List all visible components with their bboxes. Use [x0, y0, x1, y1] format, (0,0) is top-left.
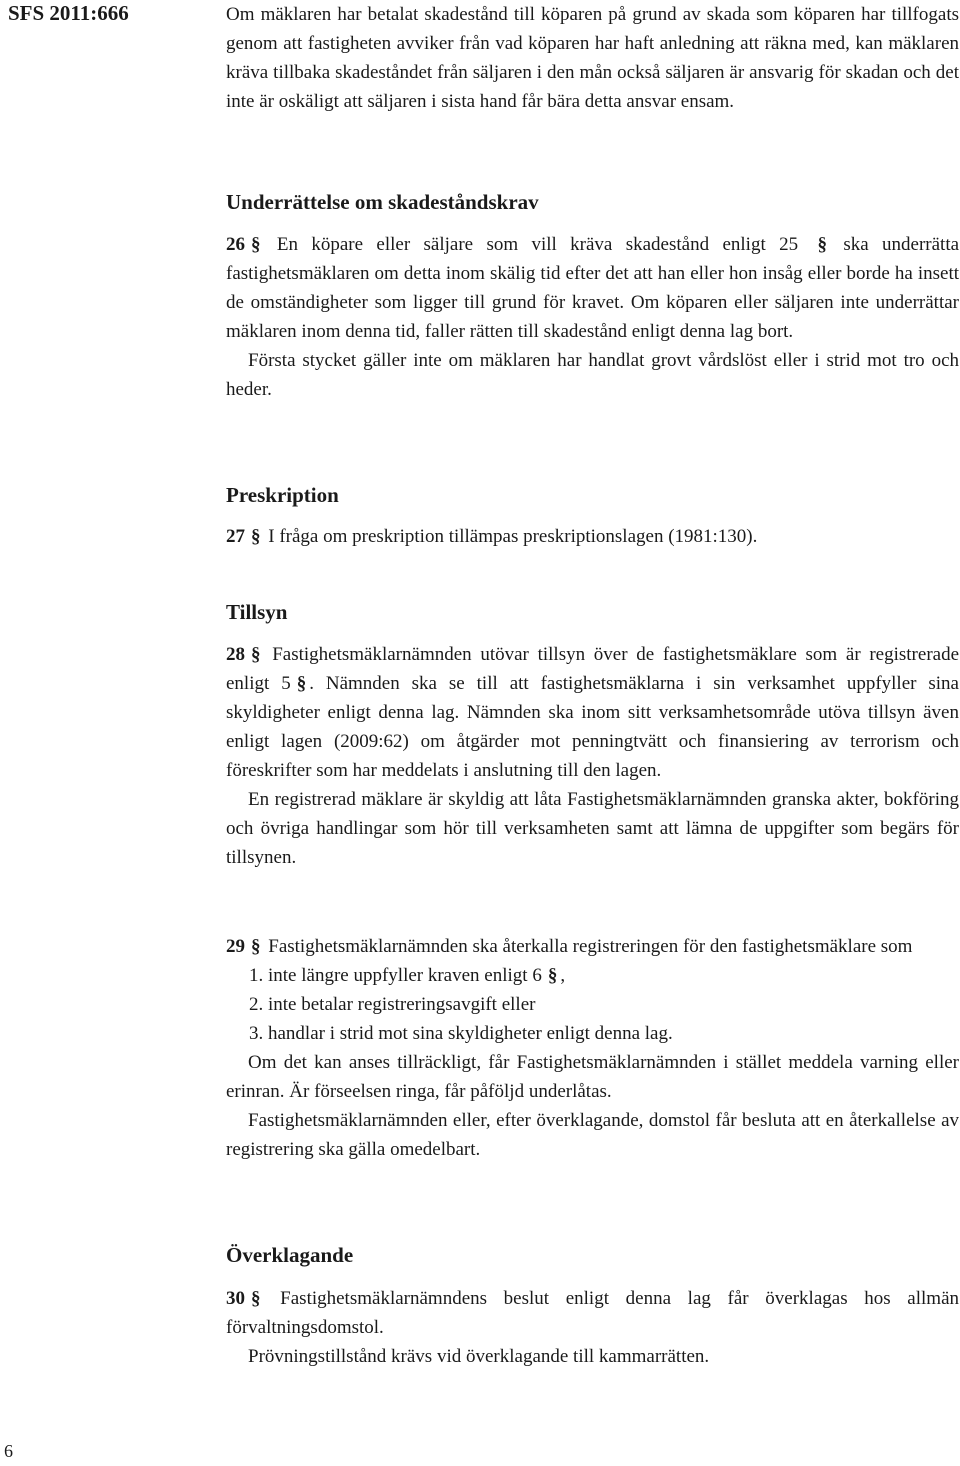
- section-27-paragraph-1: [226, 522, 959, 551]
- intro-paragraph: Om mäklaren har betalat skadestånd till köparen på grund av skada som köparen har tillfogats genom att fastigheten avviker från vad köparen har haft anledning att räkna med, kan mäklaren kräva tillbaka skadeståndet från säljaren i den mån också säljaren är ansvarig för skadan och det inte är oskäligt att säljaren i sista hand får bära detta ansvar ensam.: [226, 4, 959, 112]
- section-26-paragraph-1: [226, 230, 959, 346]
- section-28: [226, 640, 959, 872]
- paragraph-sign: §: [296, 673, 307, 694]
- paragraph-sign: §: [817, 234, 827, 255]
- paragraph-sign: §: [251, 644, 261, 665]
- section-number: 27: [226, 526, 245, 547]
- list-item: 3. handlar i strid mot sina skyldigheter enligt denna lag.: [249, 1023, 673, 1044]
- paragraph-sign: §: [251, 526, 261, 547]
- section-26-text-a: En köpare eller säljare som vill kräva skadestånd enligt 25: [276, 234, 799, 255]
- heading-tillsyn: Tillsyn: [226, 600, 288, 624]
- section-29-paragraph-3: Fastighetsmäklarnämnden eller, efter överklagande, domstol får besluta att en återkallelse av registrering ska gälla omedelbart.: [226, 1110, 959, 1160]
- list-item: 2. inte betalar registreringsavgift eller: [249, 994, 536, 1015]
- section-26: [226, 230, 959, 404]
- section-number: 28: [226, 644, 245, 665]
- section-28-paragraph-2: En registrerad mäklare är skyldig att låta Fastighetsmäklarnämnden granska akter, bokföring och övriga handlingar som hör till verksamheten samt att lämna de uppgifter som begärs för tillsynen.: [226, 789, 959, 868]
- section-29-paragraph-2: Om det kan anses tillräckligt, får Fastighetsmäklarnämnden i stället meddela varning eller erinran. Är förseelsen ringa, får påföljd underlåtas.: [226, 1052, 959, 1102]
- page-number: 6: [4, 1441, 13, 1461]
- section-number: 26: [226, 234, 245, 255]
- section-28-text-a: Fastighetsmäklarnämnden utövar tillsyn över de fastighetsmäklare som är registrerade enligt 5: [226, 644, 960, 694]
- section-27-text: I fråga om preskription tillämpas preskriptionslagen (1981:130).: [268, 526, 758, 547]
- section-29-text: Fastighetsmäklarnämnden ska återkalla registreringen för den fastighetsmäklare som: [268, 936, 913, 957]
- section-30-text: Fastighetsmäklarnämndens beslut enligt denna lag får överklagas hos allmän förvaltningsdomstol.: [226, 1288, 959, 1338]
- heading-overklagande: Överklagande: [226, 1243, 354, 1267]
- section-number: 30: [226, 1288, 245, 1309]
- sfs-number: SFS 2011:666: [8, 1, 129, 25]
- paragraph-sign: §: [251, 1288, 261, 1309]
- section-30-paragraph-2: Prövningstillstånd krävs vid överklagande till kammarrätten.: [248, 1346, 710, 1367]
- section-28-paragraph-1: [226, 640, 959, 785]
- section-28-text-b: . Nämnden ska se till att fastighetsmäklarna i sin verksamhet uppfyller sina skyldigheter enligt denna lag. Nämnden ska inom sitt verksamhetsområde utöva tillsyn även enligt lagen (2009:62) om åtgärder mot penningtvätt och finansiering av terrorism och föreskrifter som har meddelats i anslutning till den lagen.: [226, 673, 959, 781]
- section-26-paragraph-2: Första stycket gäller inte om mäklaren har handlat grovt vårdslöst eller i strid mot tro och heder.: [226, 350, 959, 400]
- section-26-text-b: ska underrätta fastighetsmäklaren om detta inom skälig tid efter det att han eller hon insåg eller borde ha insett de omständigheter som ligger till grund för kravet. Om köparen eller säljaren inte underrättar mäklaren inom denna tid, faller rätten till skadestånd enligt denna lag bort.: [226, 234, 960, 342]
- heading-underrattelse: Underrättelse om skadeståndskrav: [226, 190, 539, 214]
- paragraph-sign: §: [547, 965, 558, 986]
- list-item-1-end: ,: [560, 965, 566, 986]
- section-30: [226, 1284, 959, 1371]
- section-30-paragraph-1: [226, 1284, 959, 1342]
- paragraph-sign: §: [251, 936, 261, 957]
- section-27: [226, 522, 959, 551]
- section-29: [226, 932, 959, 1164]
- paragraph-sign: §: [251, 234, 261, 255]
- section-number: 29: [226, 936, 245, 957]
- list-item: [226, 961, 959, 990]
- list-item-1-text: 1. inte längre uppfyller kraven enligt 6: [249, 965, 542, 986]
- section-29-paragraph-1: [226, 932, 959, 961]
- heading-preskription: Preskription: [226, 483, 339, 507]
